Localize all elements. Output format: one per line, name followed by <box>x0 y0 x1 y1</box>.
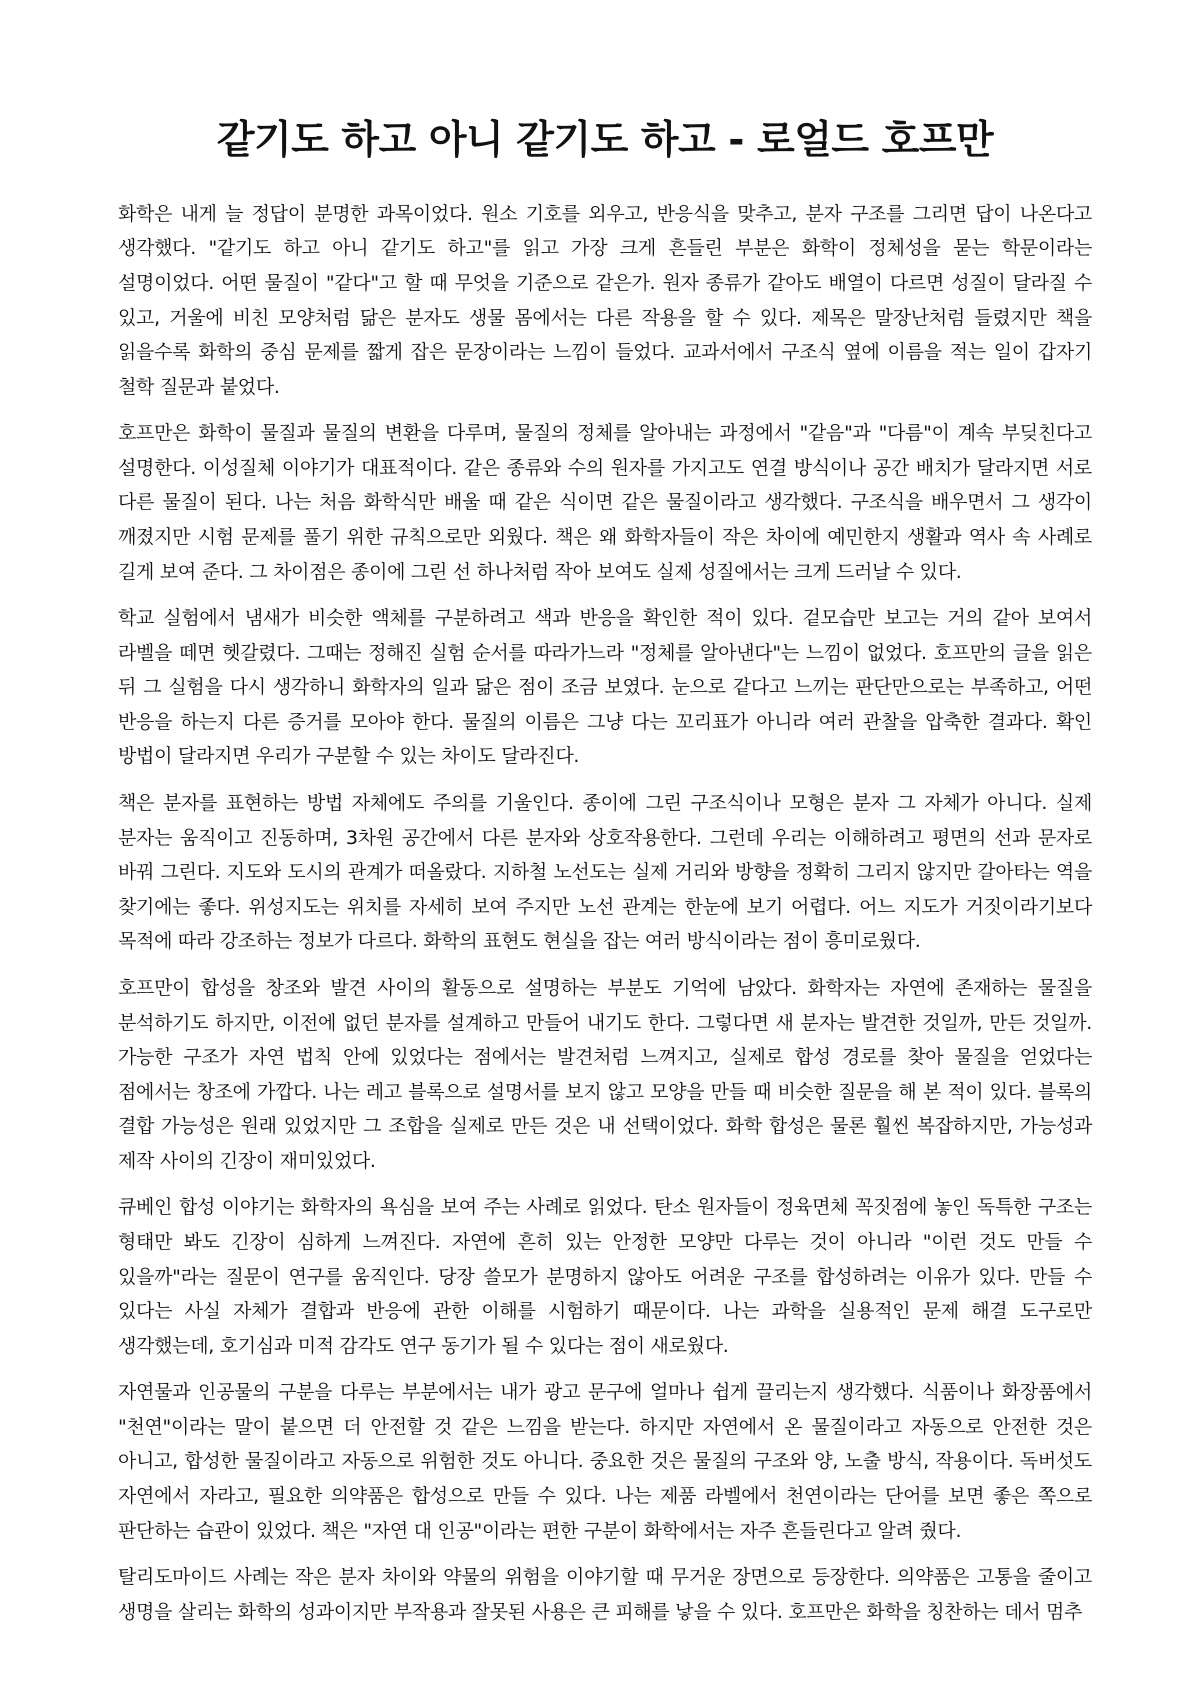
paragraph-5: 호프만이 합성을 창조와 발견 사이의 활동으로 설명하는 부분도 기억에 남았다. 화학자는 자연에 존재하는 물질을 분석하기도 하지만, 이전에 없던 분자를 설계하고 만들어 내기도 한다. 그렇다면 새 분자는 발견한 것일까, 만든 것일까. 가능한 구조가 자연 법칙 안에 있었다는 점에서는 발견처럼 느껴지고, 실제로 합성 경로를 찾아 물질을 얻었다는 점에서는 창조에 가깝다. 나는 레고 블록으로 설명서를 보지 않고 모양을 만들 때 비슷한 질문을 해 본 적이 있다. 블록의 결합 가능성은 원래 있었지만 그 조합을 실제로 만든 것은 내 선택이었다. 화학 합성은 물론 훨씬 복잡하지만, 가능성과 제작 사이의 긴장이 재미있었다. <box>118 976 1092 1172</box>
paragraph-7: 자연물과 인공물의 구분을 다루는 부분에서는 내가 광고 문구에 얼마나 쉽게 끌리는지 생각했다. 식품이나 화장품에서 "천연"이라는 말이 붙으면 더 안전할 것 같은 느낌을 받는다. 하지만 자연에서 온 물질이라고 자동으로 안전한 것은 아니고, 합성한 물질이라고 자동으로 위험한 것도 아니다. 중요한 것은 물질의 구조와 양, 노출 방식, 작용이다. 독버섯도 자연에서 자라고, 필요한 의약품은 합성으로 만들 수 있다. 나는 제품 라벨에서 천연이라는 단어를 보면 좋은 쪽으로 판단하는 습관이 있었다. 책은 "자연 대 인공"이라는 편한 구분이 화학에서는 자주 흔들린다고 알려 줬다. <box>118 1381 1092 1542</box>
document-title: 같기도 하고 아니 같기도 하고 - 로얼드 호프만 <box>216 118 994 163</box>
paragraph-1: 화학은 내게 늘 정답이 분명한 과목이었다. 원소 기호를 외우고, 반응식을 맞추고, 분자 구조를 그리면 답이 나온다고 생각했다. "같기도 하고 아니 같기도 하고"를 읽고 가장 크게 흔들린 부분은 화학이 정체성을 묻는 학문이라는 설명이었다. 어떤 물질이 "같다"고 할 때 무엇을 기준으로 같은가. 원자 종류가 같아도 배열이 다르면 성질이 달라질 수 있고, 거울에 비친 모양처럼 닮은 분자도 생물 몸에서는 다른 작용을 할 수 있다. 제목은 말장난처럼 들렸지만 책을 읽을수록 화학의 중심 문제를 짧게 잡은 문장이라는 느낌이 들었다. 교과서에서 구조식 옆에 이름을 적는 일이 갑자기 철학 질문과 붙었다. <box>118 202 1092 398</box>
paragraph-8: 탈리도마이드 사례는 작은 분자 차이와 약물의 위험을 이야기할 때 무거운 장면으로 등장한다. 의약품은 고통을 줄이고 생명을 살리는 화학의 성과이지만 부작용과 잘못된 사용은 큰 피해를 낳을 수 있다. 호프만은 화학을 칭찬하는 데서 멈추 <box>118 1566 1092 1623</box>
paragraph-6: 큐베인 합성 이야기는 화학자의 욕심을 보여 주는 사례로 읽었다. 탄소 원자들이 정육면체 꼭짓점에 놓인 독특한 구조는 형태만 봐도 긴장이 심하게 느껴진다. 자연에 흔히 있는 안정한 모양만 다루는 것이 아니라 "이런 것도 만들 수 있을까"라는 질문이 연구를 움직인다. 당장 쓸모가 분명하지 않아도 어려운 구조를 합성하려는 이유가 있다. 만들 수 있다는 사실 자체가 결합과 반응에 관한 이해를 시험하기 때문이다. 나는 과학을 실용적인 문제 해결 도구로만 생각했는데, 호기심과 미적 감각도 연구 동기가 될 수 있다는 점이 새로웠다. <box>118 1196 1092 1357</box>
paragraph-4: 책은 분자를 표현하는 방법 자체에도 주의를 기울인다. 종이에 그린 구조식이나 모형은 분자 그 자체가 아니다. 실제 분자는 움직이고 진동하며, 3차원 공간에서 다른 분자와 상호작용한다. 그런데 우리는 이해하려고 평면의 선과 문자로 바꿔 그린다. 지도와 도시의 관계가 떠올랐다. 지하철 노선도는 실제 거리와 방향을 정확히 그리지 않지만 갈아타는 역을 찾기에는 좋다. 위성지도는 위치를 자세히 보여 주지만 노선 관계는 한눈에 보기 어렵다. 어느 지도가 거짓이라기보다 목적에 따라 강조하는 정보가 다르다. 화학의 표현도 현실을 잡는 여러 방식이라는 점이 흥미로웠다. <box>118 792 1092 953</box>
paragraph-2: 호프만은 화학이 물질과 물질의 변환을 다루며, 물질의 정체를 알아내는 과정에서 "같음"과 "다름"이 계속 부딪친다고 설명한다. 이성질체 이야기가 대표적이다. 같은 종류와 수의 원자를 가지고도 연결 방식이나 공간 배치가 달라지면 서로 다른 물질이 된다. 나는 처음 화학식만 배울 때 같은 식이면 같은 물질이라고 생각했다. 구조식을 배우면서 그 생각이 깨졌지만 시험 문제를 풀기 위한 규칙으로만 외웠다. 책은 왜 화학자들이 작은 차이에 예민한지 생활과 역사 속 사례로 길게 보여 준다. 그 차이점은 종이에 그린 선 하나처럼 작아 보여도 실제 성질에서는 크게 드러날 수 있다. <box>118 422 1092 583</box>
paragraph-3: 학교 실험에서 냄새가 비슷한 액체를 구분하려고 색과 반응을 확인한 적이 있다. 겉모습만 보고는 거의 같아 보여서 라벨을 떼면 헷갈렸다. 그때는 정해진 실험 순서를 따라가느라 "정체를 알아낸다"는 느낌이 없었다. 호프만의 글을 읽은 뒤 그 실험을 다시 생각하니 화학자의 일과 닮은 점이 조금 보였다. 눈으로 같다고 느끼는 판단만으로는 부족하고, 어떤 반응을 하는지 다른 증거를 모아야 한다. 물질의 이름은 그냥 다는 꼬리표가 아니라 여러 관찰을 압축한 결과다. 확인 방법이 달라지면 우리가 구분할 수 있는 차이도 달라진다. <box>118 607 1092 768</box>
